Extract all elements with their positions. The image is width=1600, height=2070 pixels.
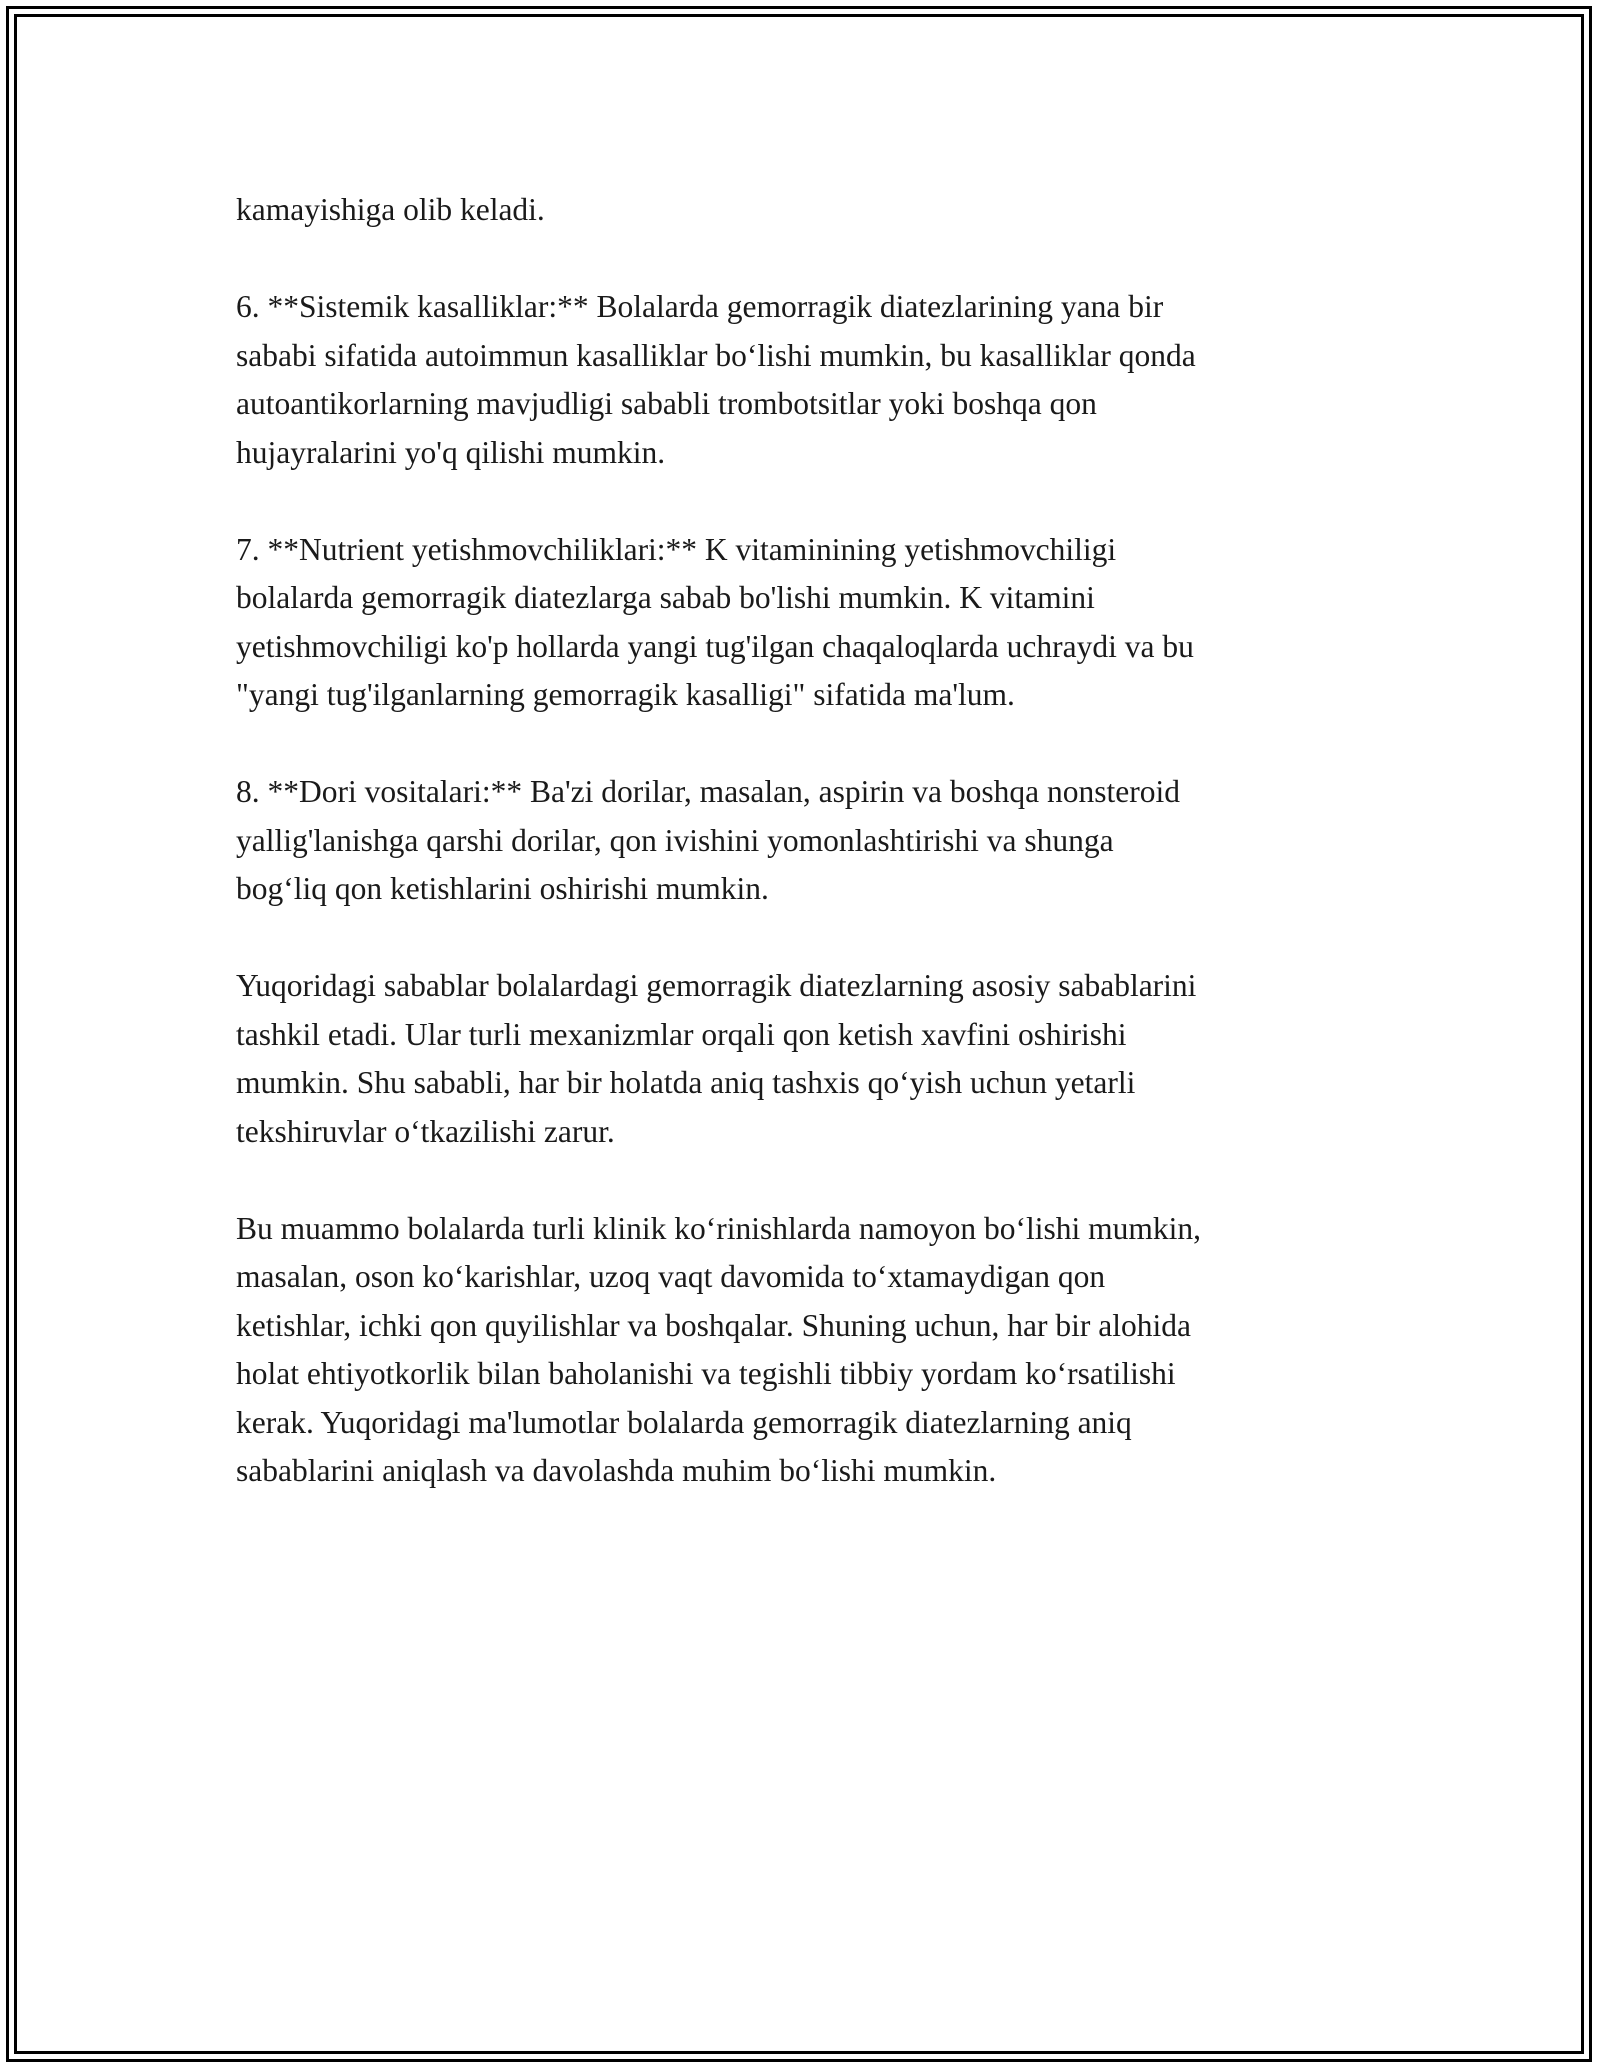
paragraph-conclusion	[236, 1205, 1376, 1496]
text-line: Yuqoridagi sabablar bolalardagi gemorragik diatezlarning asosiy sabablarini	[236, 968, 1197, 1003]
text-line: Bu muammo bolalarda turli klinik ko‘rinishlarda namoyon bo‘lishi mumkin,	[236, 1210, 1201, 1246]
document-body	[236, 186, 1376, 1544]
text-line: hujayralarini yo'q qilishi mumkin.	[236, 434, 666, 470]
paragraph-summary	[236, 962, 1376, 1156]
text-line: masalan, oson ko‘karishlar, uzoq vaqt davomida to‘xtamaydigan qon	[236, 1259, 1106, 1294]
text-line: sabablarini aniqlash va davolashda muhim bo‘lishi mumkin.	[236, 1453, 997, 1488]
text-line: bolalarda gemorragik diatezlarga sabab bo'lishi mumkin. K vitamini	[236, 580, 1095, 615]
text-line: yetishmovchiligi ko'p hollarda yangi tug'ilgan chaqaloqlarda uchraydi va bu	[236, 628, 1194, 664]
text-line: ketishlar, ichki qon quyilishlar va boshqalar. Shuning uchun, har bir alohida	[236, 1307, 1191, 1343]
text-line: kerak. Yuqoridagi ma'lumotlar bolalarda gemorragik diatezlarning aniq	[236, 1404, 1132, 1440]
text-line: holat ehtiyotkorlik bilan baholanishi va tegishli tibbiy yordam ko‘rsatilishi	[236, 1356, 1176, 1391]
text-line: kamayishiga olib keladi.	[236, 192, 545, 227]
text-line: 6. **Sistemik kasalliklar:** Bolalarda gemorragik diatezlarining yana bir	[236, 289, 1164, 324]
text-line: tashkil etadi. Ular turli mexanizmlar orqali qon ketish xavfini oshirishi	[236, 1016, 1127, 1052]
text-line: autoantikorlarning mavjudligi sababli trombotsitlar yoki boshqa qon	[236, 386, 1097, 421]
text-line: 7. **Nutrient yetishmovchiliklari:** K vitaminining yetishmovchiligi	[236, 531, 1117, 567]
paragraph-nutrient-deficiency	[236, 526, 1376, 720]
paragraph-medications	[236, 768, 1376, 914]
text-line: mumkin. Shu sababli, har bir holatda aniq tashxis qo‘yish uchun yetarli	[236, 1065, 1136, 1100]
text-line: "yangi tug'ilganlarning gemorragik kasalligi" sifatida ma'lum.	[236, 677, 1015, 712]
text-line: sababi sifatida autoimmun kasalliklar bo‘lishi mumkin, bu kasalliklar qonda	[236, 337, 1196, 373]
paragraph-continuation	[236, 186, 1376, 235]
text-line: bog‘liq qon ketishlarini oshirishi mumkin.	[236, 871, 769, 906]
text-line: yallig'lanishga qarshi dorilar, qon ivishini yomonlashtirishi va shunga	[236, 822, 1114, 858]
paragraph-systemic-diseases	[236, 283, 1376, 477]
text-line: 8. **Dori vositalari:** Ba'zi dorilar, masalan, aspirin va boshqa nonsteroid	[236, 774, 1180, 809]
text-line: tekshiruvlar o‘tkazilishi zarur.	[236, 1113, 615, 1149]
